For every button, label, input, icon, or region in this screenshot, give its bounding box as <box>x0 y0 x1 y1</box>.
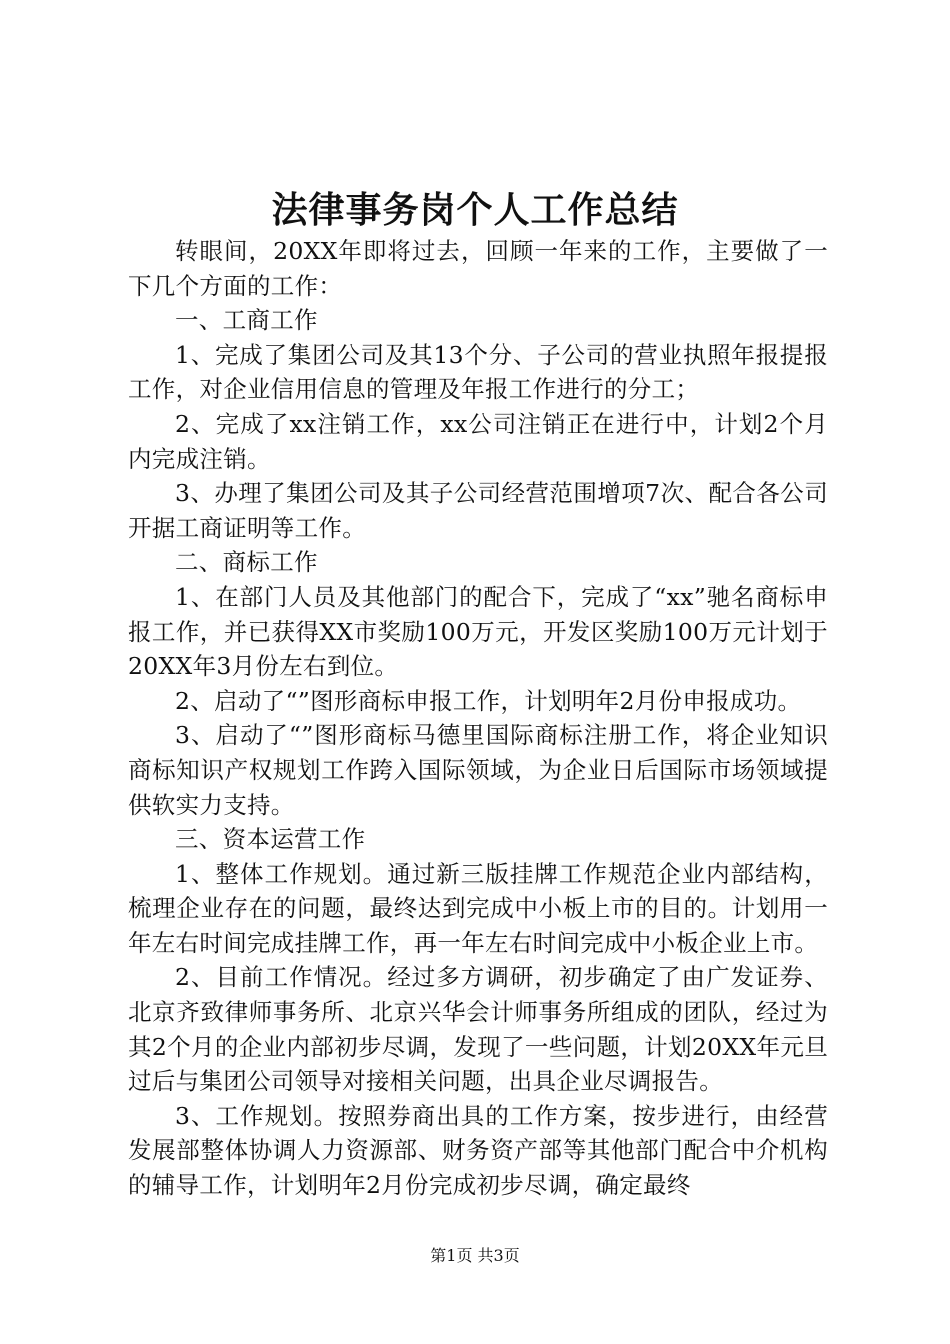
paragraph: 3、办理了集团公司及其子公司经营范围增项7次、配合各公司开据工商证明等工作。 <box>128 479 828 542</box>
paragraph: 3、工作规划。按照券商出具的工作方案，按步进行，由经营发展部整体协调人力资源部、财务资产部等其他部门配合中介机构的辅导工作，计划明年2月份完成初步尽调，确定最终 <box>128 1101 828 1200</box>
document-title: 法律事务岗个人工作总结 <box>271 189 679 231</box>
section-heading: 一、工商工作 <box>175 306 318 335</box>
paragraph: 1、整体工作规划。通过新三版挂牌工作规范企业内部结构，梳理企业存在的问题，最终达到完成中小板上市的目的。计划用一年左右时间完成挂牌工作，再一年左右时间完成中小板企业上市。 <box>128 859 828 957</box>
document-body <box>128 234 828 1203</box>
paragraph: 2、完成了xx注销工作，xx公司注销正在进行中，计划2个月内完成注销。 <box>128 409 828 473</box>
paragraph: 3、启动了“”图形商标马德里国际商标注册工作，将企业知识商标知识产权规划工作跨入国际领域，为企业日后国际市场领域提供软实力支持。 <box>128 721 828 819</box>
paragraph: 1、完成了集团公司及其13个分、子公司的营业执照年报提报工作，对企业信用信息的管理及年报工作进行的分工； <box>128 340 828 404</box>
paragraph: 2、目前工作情况。经过多方调研，初步确定了由广发证券、北京齐致律师事务所、北京兴华会计师事务所组成的团队，经过为其2个月的企业内部初步尽调，发现了一些问题，计划20XX年元旦过后与集团公司领导对接相关问题，出具企业尽调报告。 <box>128 963 828 1096</box>
page-footer: 第1页 共3页 <box>430 1246 520 1265</box>
paragraph: 2、启动了“”图形商标申报工作，计划明年2月份申报成功。 <box>175 686 802 715</box>
paragraph: 1、在部门人员及其他部门的配合下，完成了“xx”驰名商标申报工作，并已获得XX市奖励100万元，开发区奖励100万元计划于20XX年3月份左右到位。 <box>128 582 828 681</box>
section-heading: 二、商标工作 <box>175 548 318 577</box>
paragraph: 转眼间，20XX年即将过去，回顾一年来的工作，主要做了一下几个方面的工作： <box>128 237 828 300</box>
section-heading: 三、资本运营工作 <box>175 825 366 854</box>
